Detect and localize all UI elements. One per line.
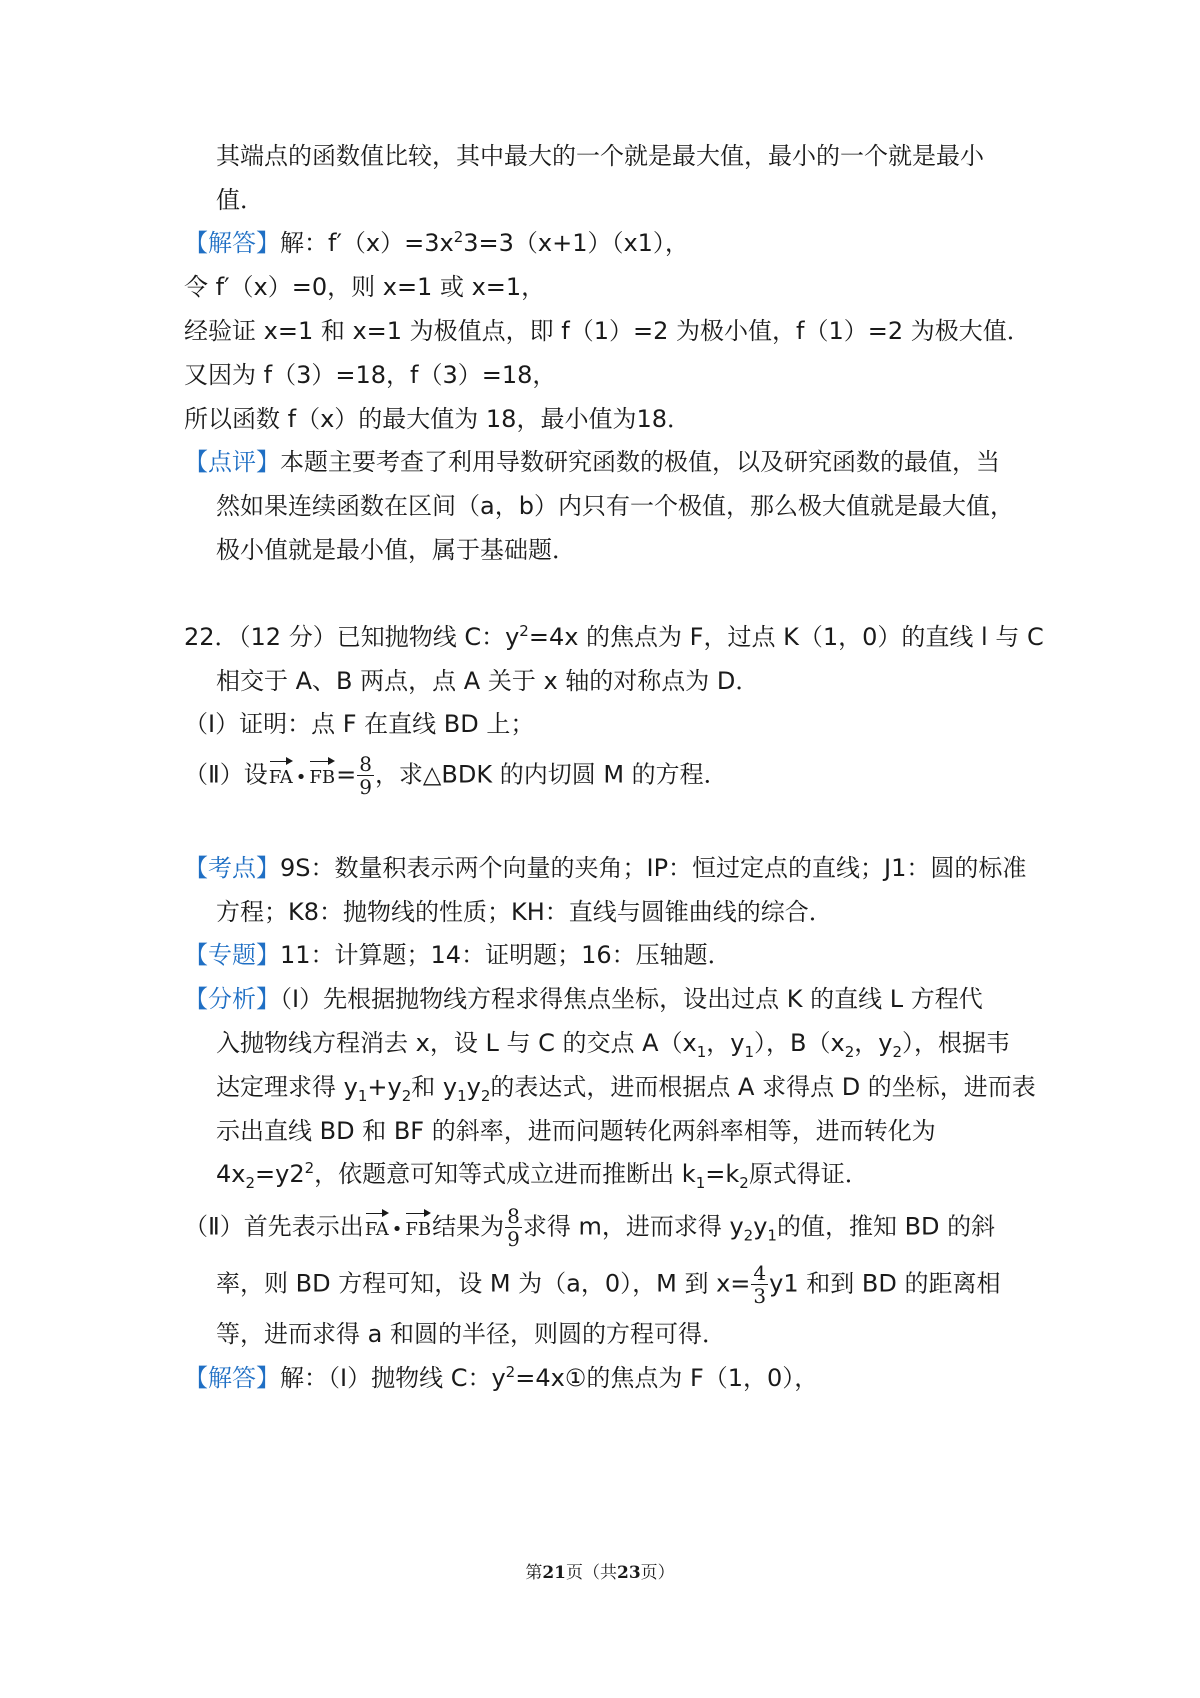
text-line: 所以函数 f（x）的最大值为 18，最小值为18．: [184, 405, 691, 433]
text-line: 入抛物线方程消去 x，设 L 与 C 的交点 $A(x_1$，$y_1$），$B(x_2$，$y_2$），根据韦: [216, 1029, 1010, 1061]
comment-line: 【点评】本题主要考查了利用导数研究函数的极值，以及研究函数的最值，当: [184, 448, 1000, 476]
total-pages: 23: [617, 1563, 641, 1583]
analysis-line: 【分析】（Ⅰ）先根据抛物线方程求得焦点坐标，设出过点 K 的直线 L 方程代: [184, 985, 983, 1013]
answer-tag: 【解答】: [184, 229, 280, 257]
vector-fb: FB: [405, 1208, 431, 1246]
vector-fa: FA: [269, 756, 293, 794]
text-line: 又因为 f（3）=18，f（3）=18，: [184, 361, 557, 389]
text-line: （Ⅱ）首先表示出FA • FB结果为 $\frac{8}{9}$ 求得 m，进而求得 $y_2y_1$的值，推知 BD 的斜: [184, 1204, 996, 1251]
text-line: 等，进而求得 a 和圆的半径，则圆的方程可得．: [216, 1320, 726, 1348]
answer-line: 【解答】解：（Ⅰ）抛物线 C：$y^2=4x①$的焦点为 F（1，0），: [184, 1363, 819, 1392]
answer-tag: 【解答】: [184, 1364, 280, 1392]
topic-tag: 【专题】: [184, 941, 280, 969]
text-line: 达定理求得 $y_1+y_2$和 $y_1y_2$的表达式，进而根据点 A 求得点 D 的坐标，进而表: [216, 1073, 1036, 1105]
analysis-tag: 【分析】: [184, 985, 280, 1013]
answer-line: 【解答】解：$f'(x)=3x^23=3(x+1)(x1)$，: [184, 228, 689, 257]
text-line: 方程；K8：抛物线的性质；KH：直线与圆锥曲线的综合．: [216, 898, 833, 926]
text-line: 值．: [216, 186, 264, 214]
fraction: $\frac{8}{9}$: [507, 1204, 520, 1251]
fraction: $\frac{4}{3}$: [753, 1261, 767, 1308]
text-line: $4x_2=y2^2$，依题意可知等式成立进而推断出 $k_1=k_2$原式得证．: [216, 1159, 869, 1192]
question-22: 22．（12 分）已知抛物线 C：$y^2=4x$ 的焦点为 F，过点 K（1，0）的直线 l 与 C: [184, 622, 1044, 651]
page-number: 21: [542, 1563, 566, 1583]
vector-fa: FA: [365, 1208, 389, 1246]
question-part-1: （Ⅰ）证明：点 F 在直线 BD 上；: [184, 710, 535, 738]
text-line: 相交于 A、B 两点，点 A 关于 x 轴的对称点为 D．: [216, 667, 760, 695]
text-line: 令 f′（x）=0，则 x=1 或 x=1，: [184, 273, 546, 301]
page-footer: 第21页（共23页）: [525, 1563, 675, 1583]
text-line: 示出直线 BD 和 BF 的斜率，进而问题转化两斜率相等，进而转化为: [216, 1117, 936, 1145]
text-line: 其端点的函数值比较，其中最大的一个就是最大值，最小的一个就是最小: [216, 142, 984, 170]
text-line: 极小值就是最小值，属于基础题．: [216, 536, 576, 564]
comment-tag: 【点评】: [184, 448, 280, 476]
text-line: 然如果连续函数在区间（a，b）内只有一个极值，那么极大值就是最大值，: [216, 492, 1014, 520]
text-line: 率，则 BD 方程可知，设 M 为（a，0），M 到 x= $\frac{4}{3}$ y1 和到 BD 的距离相: [216, 1261, 1001, 1308]
knowledge-points-line: 【考点】9S：数量积表示两个向量的夹角；IP：恒过定点的直线；J1：圆的标准: [184, 854, 1027, 882]
fraction: $\frac{8}{9}$: [359, 752, 372, 799]
question-part-2: （Ⅱ）设FA • FB= $\frac{8}{9}$ ，求△BDK 的内切圆 M 的方程．: [184, 752, 728, 799]
topic-line: 【专题】11：计算题；14：证明题；16：压轴题．: [184, 941, 732, 969]
vector-fb: FB: [309, 756, 335, 794]
text-line: 经验证 x=1 和 x=1 为极值点，即 f（1）=2 为极小值，f（1）=2 为极大值．: [184, 317, 1031, 345]
knowledge-tag: 【考点】: [184, 854, 280, 882]
